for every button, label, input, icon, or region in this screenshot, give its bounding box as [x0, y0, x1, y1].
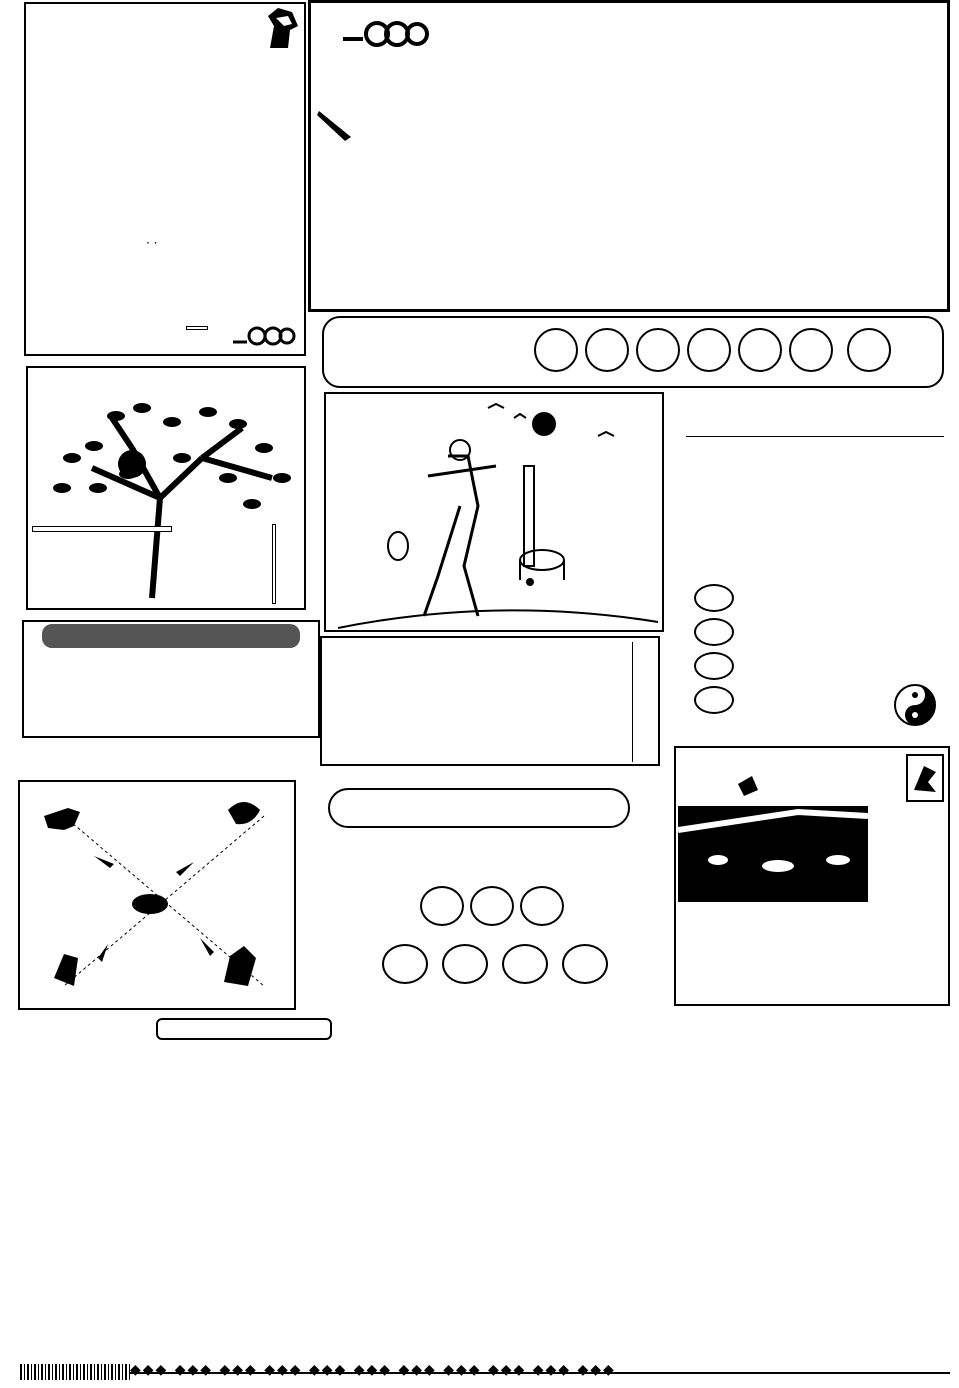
schedule-panel [672, 388, 950, 736]
zodiac-panel [18, 780, 296, 1010]
tree-tag [272, 524, 276, 604]
doctor-extra-ball [382, 944, 428, 984]
rhyme-title [42, 624, 300, 648]
doctor-main-balls [420, 886, 564, 926]
notice-dots: · · [146, 236, 158, 250]
title-brush-mark [315, 103, 355, 143]
doctor-extra-balls [382, 944, 608, 984]
doctor-extra-ball [562, 944, 608, 984]
notice-stamp [186, 326, 208, 330]
bird-icon [906, 754, 944, 802]
doctor-extra-ball [442, 944, 488, 984]
barcode [20, 1364, 130, 1380]
doctor-main-ball [520, 886, 564, 926]
doctor-title [328, 788, 630, 828]
masthead-logo-icon [341, 17, 431, 51]
money-tree-illustration [32, 388, 302, 608]
schedule-ball [694, 618, 734, 646]
trend-grid [334, 1016, 798, 1350]
schedule-ball [694, 686, 734, 714]
tree-panel [26, 366, 306, 610]
yin-yang-icon [892, 682, 938, 728]
doctor-panel [312, 774, 662, 1014]
lottery-ball [738, 328, 782, 372]
schedule-balls [694, 584, 734, 714]
treasure-map-illustration [678, 750, 868, 1004]
treasure-panel [674, 746, 950, 1006]
treasure-text [866, 808, 946, 1002]
history-title [156, 1018, 332, 1040]
pig-illustration-panel [324, 392, 664, 632]
schedule-divider [686, 436, 944, 437]
tree-caption [32, 526, 172, 532]
pig-poem-panel [320, 636, 660, 766]
lottery-result-bar [322, 316, 944, 388]
logo-icon [231, 322, 297, 350]
special-ball [847, 328, 891, 372]
lottery-ball [636, 328, 680, 372]
schedule-ball [694, 652, 734, 680]
notice-panel [24, 2, 306, 356]
doctor-main-ball [420, 886, 464, 926]
lottery-ball [687, 328, 731, 372]
doctor-main-ball [470, 886, 514, 926]
doctor-extra-ball [502, 944, 548, 984]
pig-scene-illustration [328, 396, 662, 630]
lottery-ball [789, 328, 833, 372]
horse-head-icon [262, 6, 302, 50]
lottery-balls [534, 328, 891, 372]
footer-diamonds: ◆◆◆ ◆◆◆ ◆◆◆ ◆◆◆ ◆◆◆ ◆◆◆ ◆◆◆ ◆◆◆ ◆◆◆ ◆◆◆ ◆◆◆ [130, 1362, 616, 1378]
lottery-ball [534, 328, 578, 372]
schedule-story [690, 442, 880, 582]
pig-tag [632, 642, 635, 762]
lottery-ball [585, 328, 629, 372]
masthead [308, 0, 950, 312]
rhyme-panel [22, 620, 320, 738]
schedule-ball [694, 584, 734, 612]
zodiac-cross-diagram [24, 786, 294, 1008]
